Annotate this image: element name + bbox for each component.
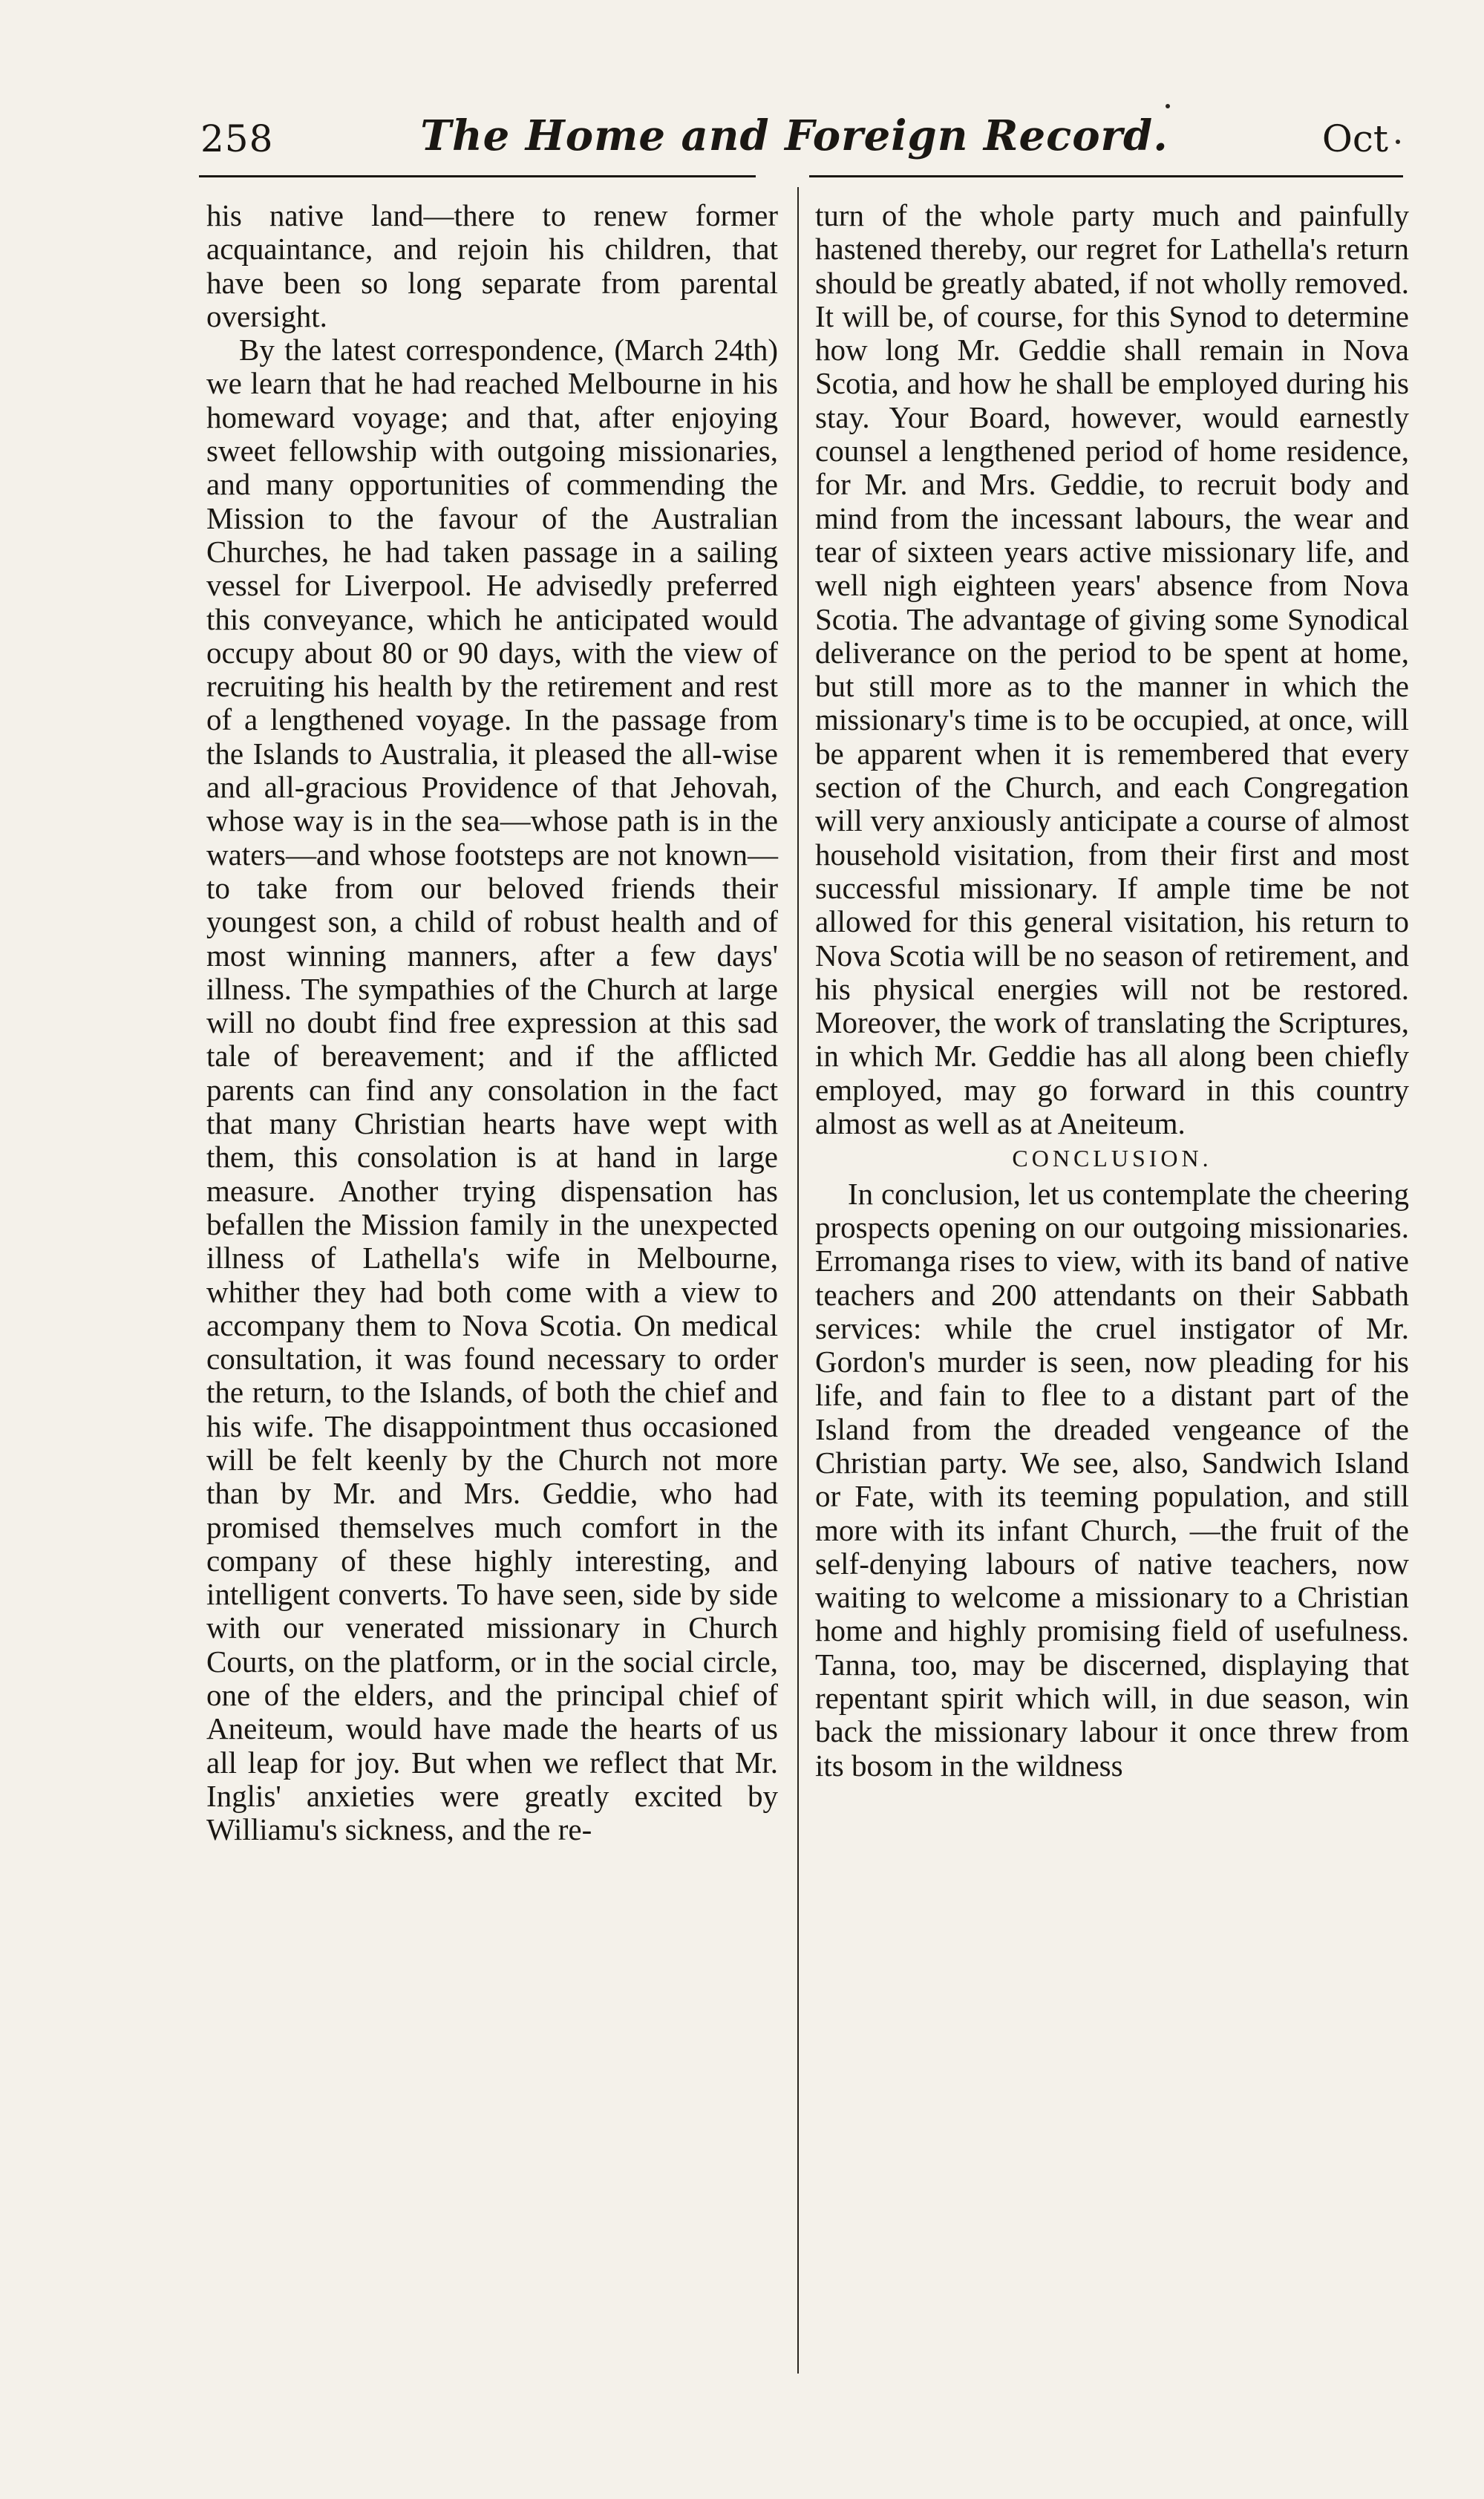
running-title: The Home and Foreign Record. <box>420 111 1168 160</box>
page-number: 258 <box>200 117 274 160</box>
section-heading-conclusion: CONCLUSION. <box>1012 1145 1212 1172</box>
print-speck <box>1396 140 1400 144</box>
right-paragraph-1: turn of the whole party much and painfully hastened thereby, our regret for Lathella's return should be greatly abated, if not wholly removed. It will be, of course, for this Synod to determine how long Mr. Geddie shall remain in Nova Scotia, and how he shall be employed during his stay. Your Board, however, would earnestly counsel a lengthened period of home residence, for Mr. and Mrs. Geddie, to recruit body and mind from the incessant labours, the wear and tear of sixteen years active missionary life, and well nigh eighteen years' absence from Nova Scotia. The advantage of giving some Synodical deliverance on the period to be spent at home, but still more as to the manner in which the missionary's time is to be occupied, at once, will be apparent when it is remembered that every section of the Church, and each Congregation will very anxiously anticipate a course of almost household visitation, from their first and most successful missionary. If ample time be not allowed for this general visitation, his return to Nova Scotia will be no season of retirement, and his physical energies will not be restored. Moreover, the work of translating the Scriptures, in which Mr. Geddie has all along been chiefly employed, may go forward in this country almost as well as at Aneiteum. <box>815 198 1409 1141</box>
left-paragraph-2: By the latest correspondence, (March 24th) we learn that he had reached Melbourne in his homeward voyage; and that, after enjoying sweet fellowship with outgoing missionaries, and many opportunities of commending the Mission to the favour of the Australian Churches, he had taken passage in a sailing vessel for Liverpool. He advisedly preferred this conveyance, which he anticipated would occupy about 80 or 90 days, with the view of recruiting his health by the retirement and rest of a lengthened voyage. In the passage from the Islands to Australia, it pleased the all-wise and all-gracious Providence of that Jehovah, whose way is in the sea—whose path is in the waters—and whose footsteps are not known—to take from our beloved friends their youngest son, a child of robust health and of most winning manners, after a few days' illness. The sympathies of the Church at large will no doubt find free expression at this sad tale of bereavement; and if the afflicted parents can find any consolation in the fact that many Christian hearts have wept with them, this consolation is at hand in large measure. Another trying dispensation has befallen the Mission family in the unexpected illness of Lathella's wife in Melbourne, whither they had both come with a view to accompany them to Nova Scotia. On medical consultation, it was found necessary to order the return, to the Islands, of both the chief and his wife. The disappointment thus occasioned will be felt keenly by the Church not more than by Mr. and Mrs. Geddie, who had promised themselves much comfort in the company of these highly interesting, and intelligent converts. To have seen, side by side with our venerated missionary in Church Courts, on the platform, or in the social circle, one of the elders, and the principal chief of Aneiteum, would have made the hearts of us all leap for joy. But when we reflect that Mr. Inglis' anxieties were greatly excited by Williamu's sickness, and the re- <box>206 333 778 1847</box>
running-header <box>200 111 1388 171</box>
right-column <box>815 199 1409 1783</box>
header-rule-right <box>809 175 1403 177</box>
left-paragraph-1: his native land—there to renew former acquaintance, and rejoin his children, that have been so long separate from parental oversight. <box>206 198 778 333</box>
header-rule-left <box>199 175 756 177</box>
month-label: Oct <box>1321 117 1388 160</box>
column-divider <box>797 187 799 2374</box>
left-column <box>206 199 778 1847</box>
conclusion-paragraph: In conclusion, let us contemplate the cheering prospects opening on our outgoing missionaries. Erromanga rises to view, with its band of native teachers and 200 attendants on their Sabbath services: while the cruel instigator of Mr. Gordon's murder is seen, now pleading for his life, and fain to flee to a distant part of the Island from the dreaded vengeance of the Christian party. We see, also, Sandwich Island or Fate, with its teeming population, and still more with its infant Church, —the fruit of the self-denying labours of native teachers, now waiting to welcome a missionary to a Christian home and highly promising field of usefulness. Tanna, too, may be discerned, displaying that repentant spirit which will, in due season, win back the missionary labour it once threw from its bosom in the wildness <box>815 1176 1409 1783</box>
print-speck <box>1166 104 1170 108</box>
